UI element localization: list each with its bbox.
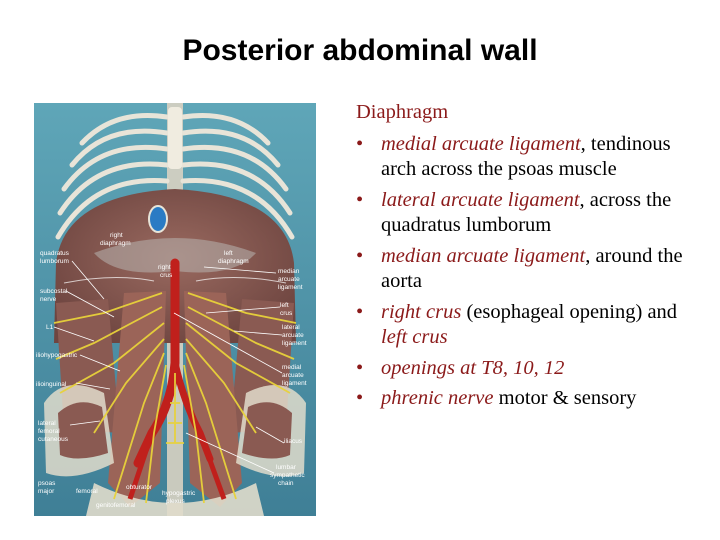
bullet-term: right crus	[381, 300, 462, 323]
label-lumbar-sympathetic-chain: lumbar sympathetic chain	[270, 464, 305, 487]
label-l1: L1	[46, 324, 54, 331]
bullet-item	[356, 356, 706, 382]
label-median-arcuate-ligament: median arcuate ligament	[278, 268, 303, 291]
anatomy-figure	[34, 103, 316, 516]
label-quadratus-lumborum: quadratus lumborum	[40, 250, 69, 265]
bullet-item	[356, 132, 706, 183]
text-content	[356, 100, 706, 417]
label-femoral: femoral	[76, 488, 98, 495]
label-left-crus: left crus	[280, 302, 293, 317]
section-heading: Diaphragm	[356, 101, 449, 123]
label-psoas-major: psoas major	[38, 480, 56, 495]
bullet-text: (esophageal opening) and	[461, 300, 678, 323]
label-left-diaphragm: left diaphragm	[218, 250, 249, 265]
bullet-list	[356, 132, 706, 412]
bullet-term: median arcuate ligament	[381, 244, 586, 267]
bullet-text: motor & sensory	[493, 387, 637, 409]
bullet-text: , tendinous arch across the psoas muscle	[381, 132, 671, 180]
label-subcostal-nerve: subcostal nerve	[40, 288, 68, 303]
esophageal-opening	[149, 206, 167, 232]
bullet-term-secondary: left crus	[381, 326, 448, 348]
label-medial-arcuate-ligament: medial arcuate ligament	[282, 364, 307, 387]
label-lateral-femoral-cutaneous: lateral femoral cutaneous	[38, 420, 68, 443]
label-right-diaphragm: right diaphragm	[100, 232, 131, 247]
bullet-item	[356, 300, 706, 351]
bullet-text: , around the aorta	[381, 244, 683, 292]
label-obturator: obturator	[126, 484, 153, 491]
bullet-item	[356, 188, 706, 239]
label-right-crus: right crus	[158, 264, 173, 279]
bullet-text: , across the quadratus lumborum	[381, 188, 672, 236]
bullet-item	[356, 244, 706, 295]
label-iliohypogastric: iliohypogastric	[36, 352, 78, 359]
slide-title: Posterior abdominal wall	[182, 34, 538, 67]
label-ilioinguinal: ilioinguinal	[36, 381, 67, 388]
bullet-term: openings at T8, 10, 12	[381, 356, 565, 379]
bullet-term: phrenic nerve	[381, 387, 494, 409]
bullet-term: medial arcuate ligament	[381, 132, 581, 155]
label-hypogastric-plexus: hypogastric plexus	[162, 490, 196, 505]
bullet-term: lateral arcuate ligament	[381, 188, 580, 211]
label-lateral-arcuate-ligament: lateral arcuate ligament	[282, 324, 307, 347]
label-iliacus: iliacus	[284, 438, 303, 445]
anatomy-illustration	[34, 103, 316, 516]
label-genitofemoral: genitofemoral	[96, 502, 136, 509]
bullet-item	[356, 386, 706, 412]
